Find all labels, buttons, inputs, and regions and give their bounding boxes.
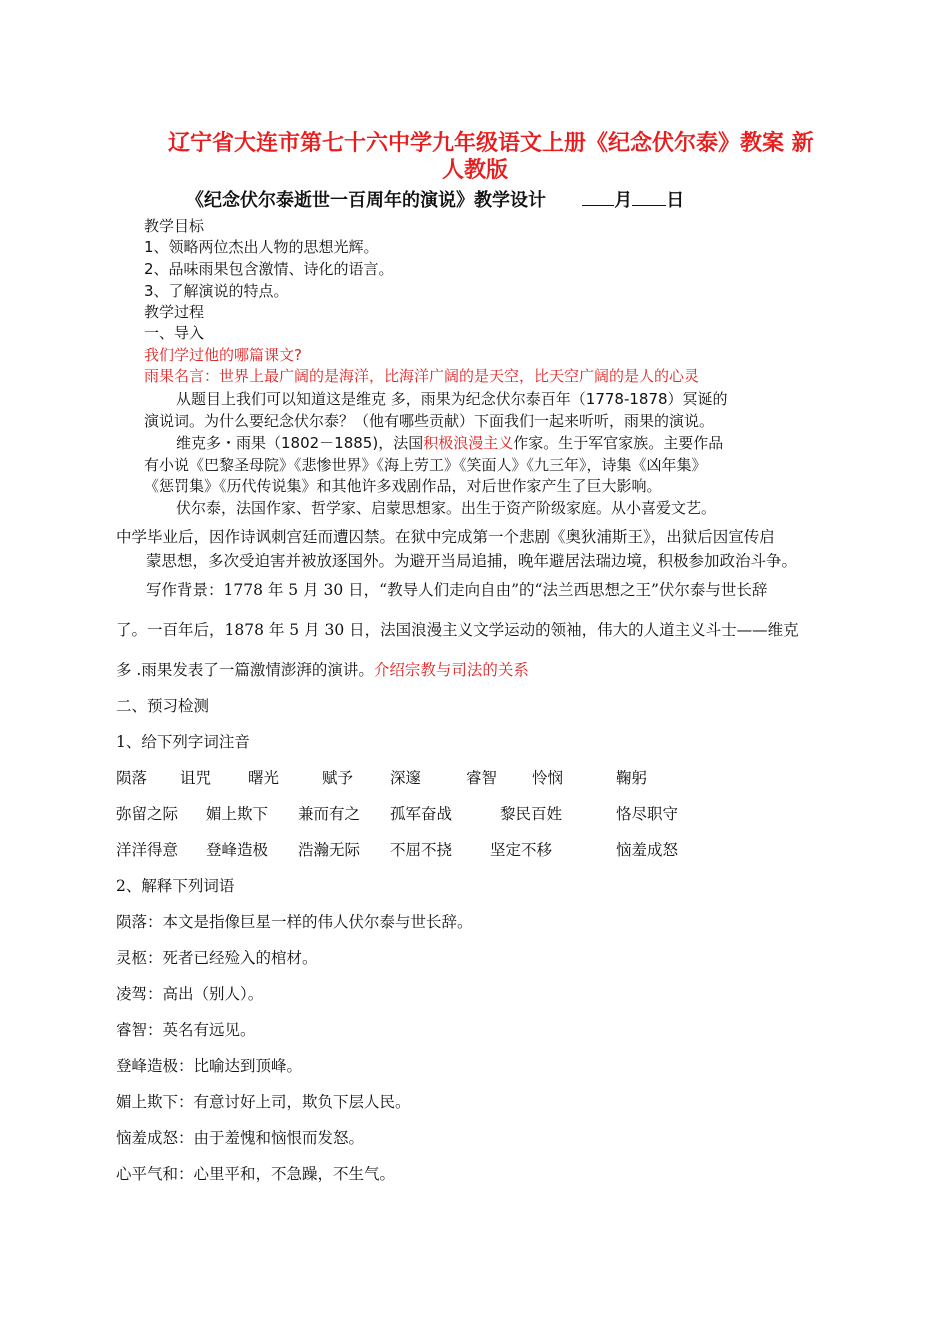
intro-question: 我们学过他的哪篇课文? <box>144 346 302 364</box>
definition-item: 媚上欺下：有意讨好上司，欺负下层人民。 <box>116 1093 411 1111</box>
goal-item: 3、了解演说的特点。 <box>144 282 289 300</box>
step-intro-heading: 一、导入 <box>144 324 205 342</box>
vocab-word: 陨落 <box>116 769 148 787</box>
intro-paragraph-line: 从题目上我们可以知道这是维克 多，雨果为纪念伏尔泰百年（1778-1878）冥诞的 <box>176 390 728 408</box>
definition-item: 灵柩：死者已经殓入的棺材。 <box>116 949 318 967</box>
hugo-bio-line <box>176 433 723 454</box>
vocab-word: 深邃 <box>390 769 422 787</box>
document-title-line2: 人教版 <box>442 158 509 183</box>
voltaire-bio: 伏尔泰，法国作家、哲学家、启蒙思想家。出生于资产阶级家庭。从小喜爱文艺。 <box>176 499 717 517</box>
background-last-line <box>116 658 529 680</box>
month-label: 月 <box>614 190 633 211</box>
day-blank <box>632 189 666 206</box>
vocab-word: 怜悯 <box>532 769 564 787</box>
pinyin-heading: 1、给下列字词注音 <box>116 733 250 751</box>
lesson-subtitle <box>186 186 684 212</box>
definition-item: 心平气和：心里平和，不急躁，不生气。 <box>116 1165 396 1183</box>
hugo-works-line: 《惩罚集》《历代传说集》和其他许多戏剧作品，对后世作家产生了巨大影响。 <box>144 477 662 495</box>
hugo-movement: 积极浪漫主义 <box>423 434 514 452</box>
goals-heading: 教学目标 <box>144 217 205 235</box>
vocab-word: 登峰造极 <box>206 841 269 859</box>
preview-heading: 二、预习检测 <box>116 697 210 715</box>
definition-item: 陨落：本文是指像巨星一样的伟人伏尔泰与世长辞。 <box>116 913 473 931</box>
vocab-word: 坚定不移 <box>490 841 553 859</box>
vocab-word: 鞠躬 <box>616 769 648 787</box>
vocab-word: 恪尽职守 <box>616 805 679 823</box>
hugo-bio-b: 作家。生于军官家族。主要作品 <box>513 434 724 452</box>
vocab-word: 睿智 <box>466 769 498 787</box>
definition-item: 凌驾：高出（别人）。 <box>116 985 264 1003</box>
goal-item: 1、领略两位杰出人物的思想光辉。 <box>144 238 379 256</box>
hugo-works-line: 有小说《巴黎圣母院》《悲惨世界》《海上劳工》《笑面人》《九三年》，诗集《凶年集》 <box>144 456 707 474</box>
background-line: 了。一百年后，1878 年 5 月 30 日，法国浪漫主义文学运动的领袖，伟大的人道主义斗士——维克 <box>116 621 799 639</box>
background-last: 多 .雨果发表了一篇激情澎湃的演讲。 <box>116 661 374 679</box>
vocab-word: 弥留之际 <box>116 805 179 823</box>
day-label: 日 <box>666 190 685 211</box>
vocab-word: 恼羞成怒 <box>616 841 679 859</box>
vocab-word: 媚上欺下 <box>206 805 269 823</box>
vocab-word: 兼而有之 <box>298 805 361 823</box>
voltaire-bio-cont: 蒙思想，多次受迫害并被放逐国外。为避开当局追捕，晚年避居法瑞边境，积极参加政治斗争。 <box>146 552 798 570</box>
vocab-word: 洋洋得意 <box>116 841 179 859</box>
definition-item: 登峰造极：比喻达到顶峰。 <box>116 1057 303 1075</box>
month-blank <box>582 189 614 206</box>
explain-heading: 2、解释下列词语 <box>116 877 235 895</box>
definition-item: 恼羞成怒：由于羞愧和恼恨而发怒。 <box>116 1129 365 1147</box>
intro-paragraph-line: 演说词。为什么要纪念伏尔泰？（他有哪些贡献）下面我们一起来听听，雨果的演说。 <box>144 412 715 430</box>
vocab-word: 不屈不挠 <box>390 841 453 859</box>
goal-item: 2、品味雨果包含激情、诗化的语言。 <box>144 260 394 278</box>
definition-item: 睿智：英名有远见。 <box>116 1021 256 1039</box>
hugo-quote: 雨果名言：世界上最广阔的是海洋，比海洋广阔的是天空，比天空广阔的是人的心灵 <box>144 367 700 385</box>
process-heading: 教学过程 <box>144 303 205 321</box>
vocab-word: 赋予 <box>322 769 354 787</box>
vocab-word: 浩瀚无际 <box>298 841 361 859</box>
voltaire-bio-cont: 中学毕业后，因作诗讽刺宫廷而遭囚禁。在狱中完成第一个悲剧《奥狄浦斯王》，出狱后因宣传启 <box>116 528 775 546</box>
subtitle-text: 《纪念伏尔泰逝世一百周年的演说》教学设计 <box>186 190 546 211</box>
vocab-word: 孤军奋战 <box>390 805 453 823</box>
vocab-word: 黎民百姓 <box>500 805 563 823</box>
background-note: 介绍宗教与司法的关系 <box>373 661 529 679</box>
vocab-word: 诅咒 <box>180 769 212 787</box>
background-line: 写作背景：1778 年 5 月 30 日，“教导人们走向自由”的“法兰西思想之王”伏尔泰与世长辞 <box>146 581 768 599</box>
vocab-word: 曙光 <box>248 769 280 787</box>
document-title-line1: 辽宁省大连市第七十六中学九年级语文上册《纪念伏尔泰》教案 新 <box>168 131 814 156</box>
hugo-bio-a: 维克多・雨果（1802－1885)，法国 <box>176 434 424 452</box>
